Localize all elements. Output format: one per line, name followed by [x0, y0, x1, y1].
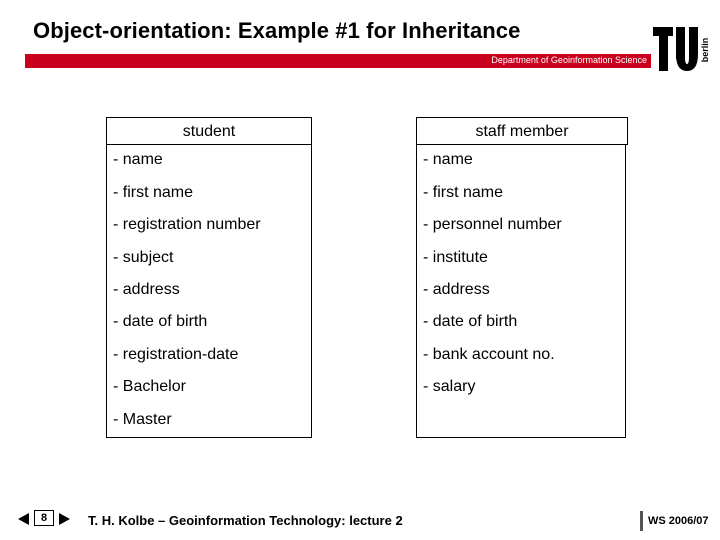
semester-divider [640, 511, 643, 531]
student-attribute: - Bachelor [113, 378, 186, 395]
page-number: 8 [34, 510, 54, 526]
student-attribute: - name [113, 151, 163, 168]
student-attribute: - registration-date [113, 346, 239, 363]
staff-member-attribute: - address [423, 281, 490, 298]
staff-member-attribute: - first name [423, 184, 504, 201]
department-label: Department of Geoinformation Science [491, 55, 647, 65]
tu-berlin-logo-icon [652, 24, 716, 76]
triangle-left-icon[interactable] [16, 512, 30, 526]
footer-author-lecture: T. H. Kolbe – Geoinformation Technology: lecture 2 [88, 513, 403, 528]
student-attribute: - date of birth [113, 313, 208, 330]
staff-member-attribute: - personnel number [423, 216, 562, 233]
semester-label: WS 2006/07 [648, 515, 709, 527]
student-attribute: - first name [113, 184, 194, 201]
student-attribute: - subject [113, 249, 174, 266]
svg-text:berlin: berlin [700, 37, 710, 63]
staff-member-attribute: - institute [423, 249, 488, 266]
student-class-header: student [106, 117, 312, 145]
student-attribute: - registration number [113, 216, 261, 233]
department-bar [25, 54, 651, 68]
staff-member-attribute: - salary [423, 378, 476, 395]
triangle-right-icon[interactable] [58, 512, 72, 526]
staff-member-attribute: - name [423, 151, 473, 168]
student-attribute: - Master [113, 411, 172, 428]
staff-member-attribute: - date of birth [423, 313, 518, 330]
student-attribute: - address [113, 281, 180, 298]
slide-title: Object-orientation: Example #1 for Inheritance [33, 18, 521, 43]
staff-member-class-header: staff member [416, 117, 628, 145]
staff-member-attribute: - bank account no. [423, 346, 555, 363]
